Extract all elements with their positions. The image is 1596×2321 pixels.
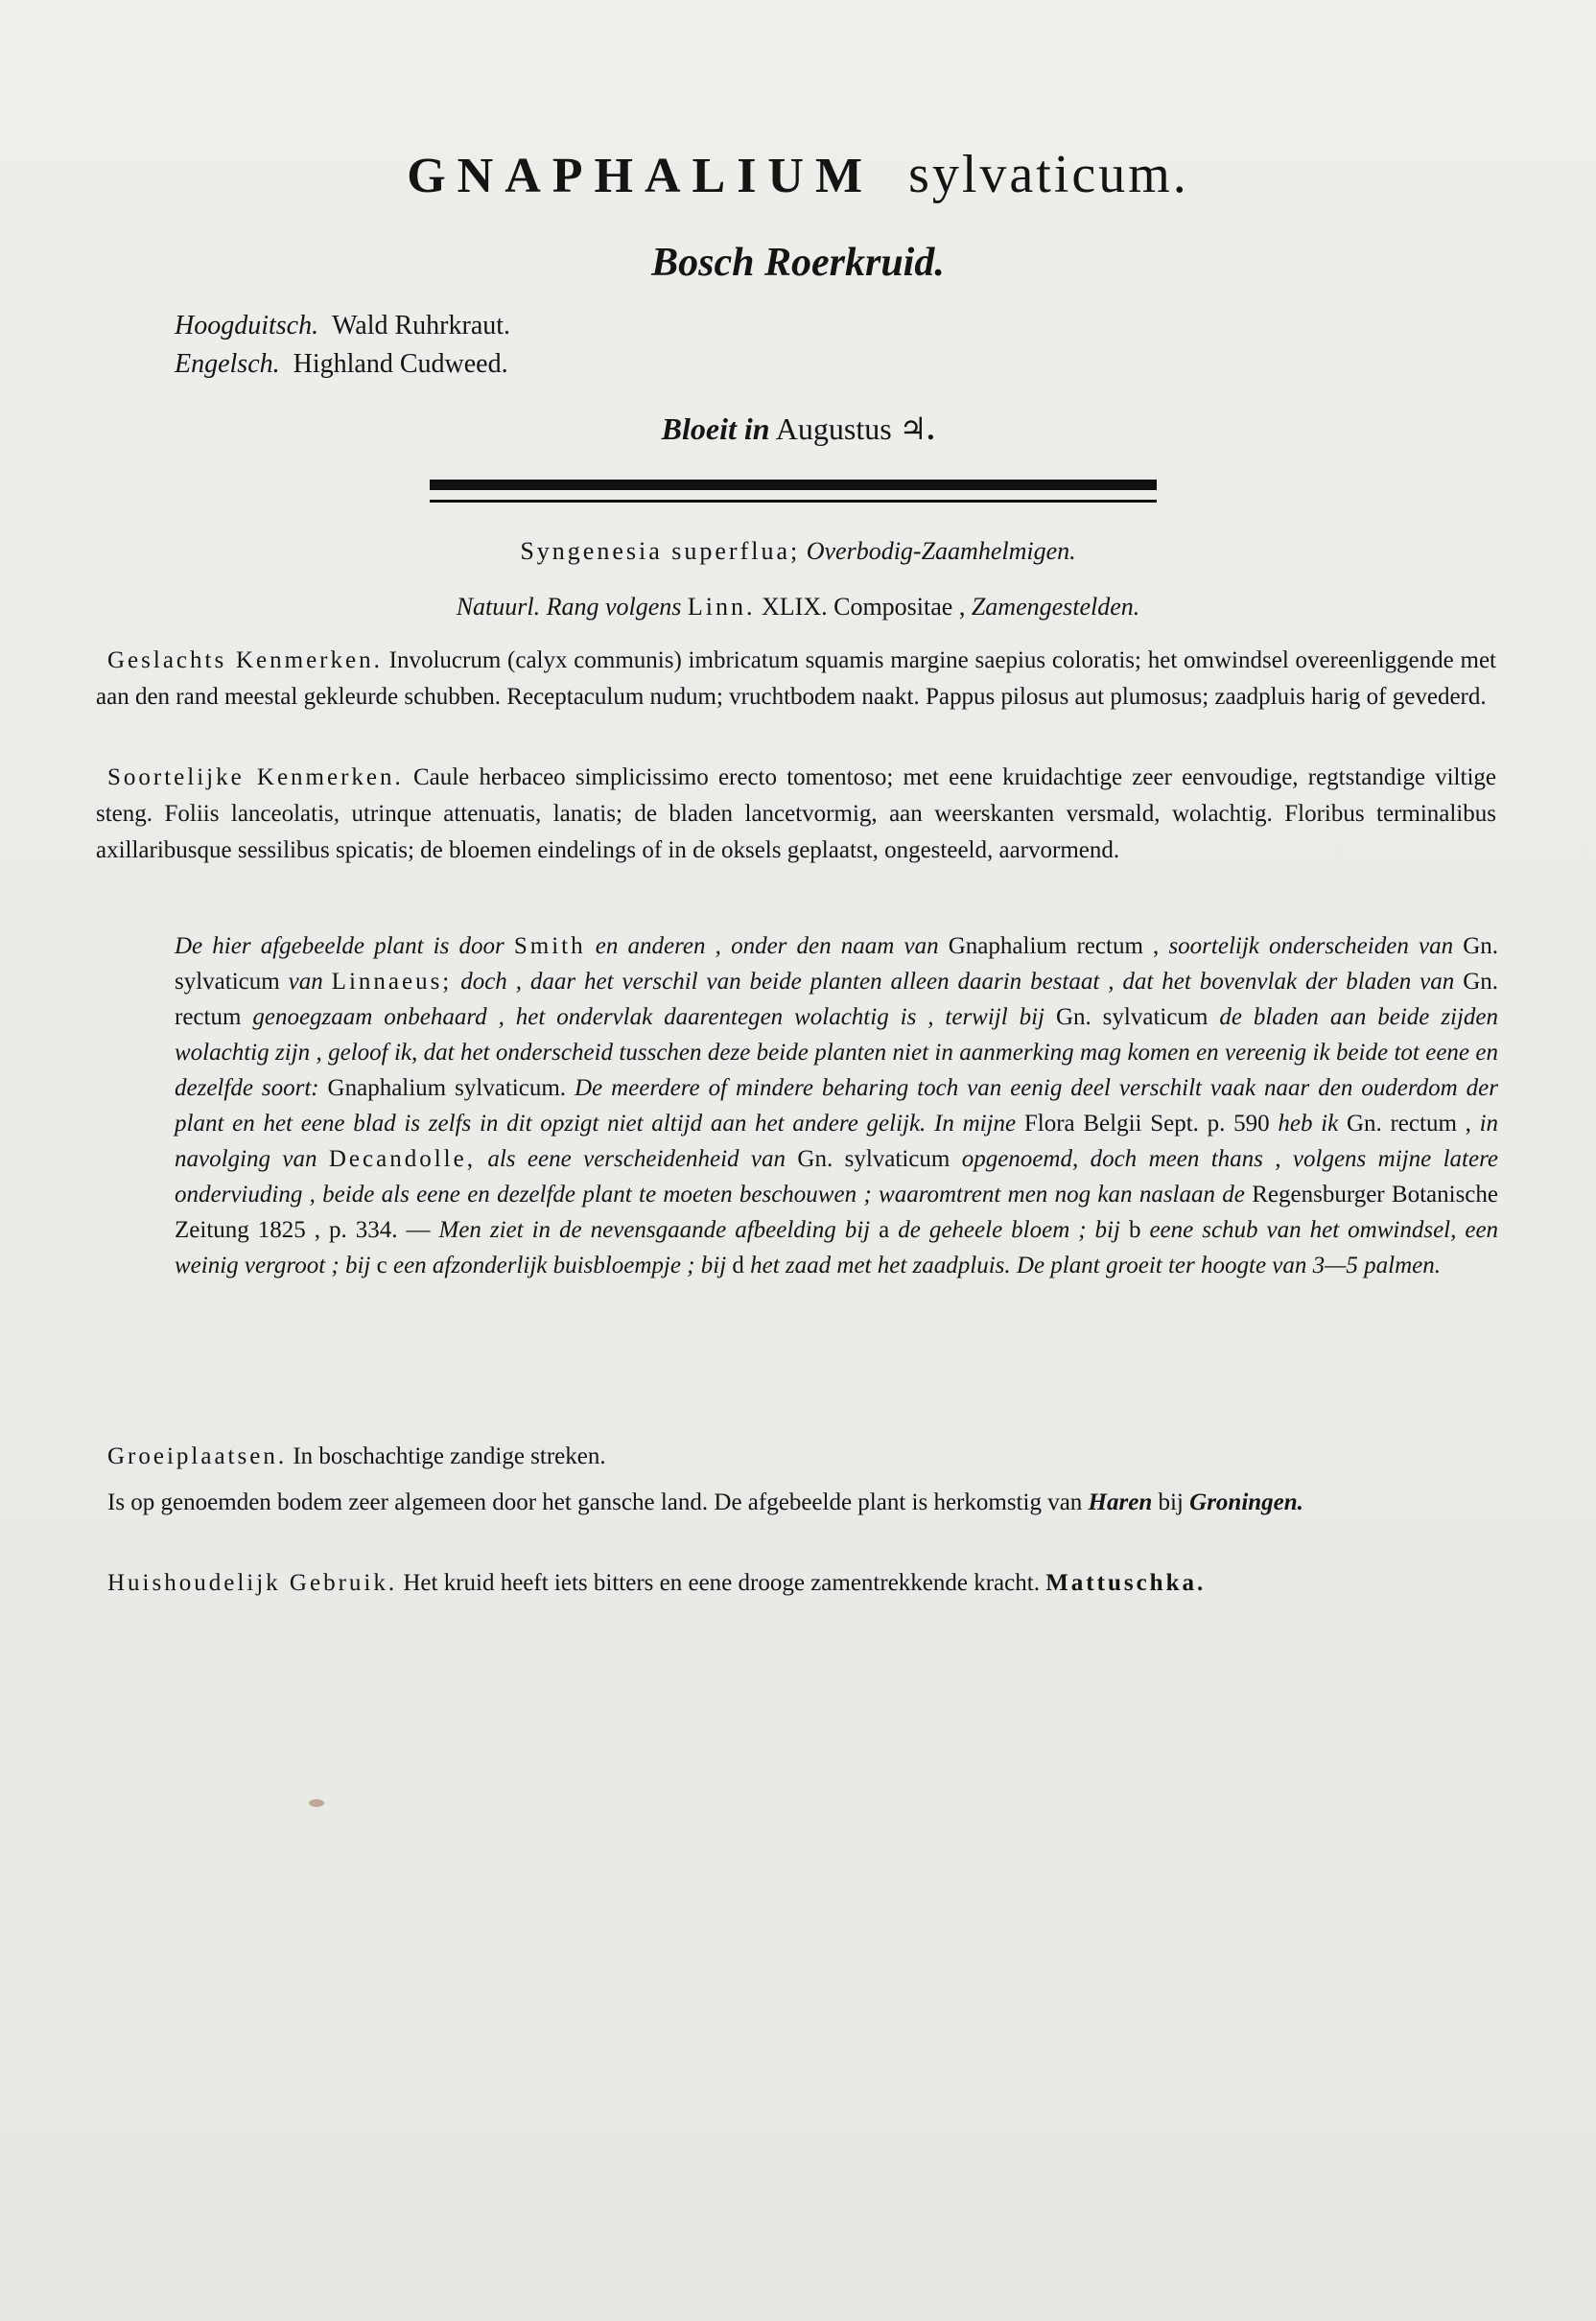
reference-title: Flora Belgii Sept. p. 590 <box>1023 1111 1270 1137</box>
synonym-name: Wald Ruhrkraut. <box>332 311 511 340</box>
flowering-line <box>0 410 1596 447</box>
taxonomic-note <box>175 928 1498 1283</box>
linnaean-class: Syngenesia superflua; <box>520 537 801 565</box>
note-text: de geheele bloem ; bij <box>898 1217 1120 1243</box>
species-characters <box>96 760 1496 869</box>
synonym-lang: Engelsch. <box>175 349 280 379</box>
habitat-text: In boschachtige zandige streken. <box>293 1443 606 1469</box>
author-name: Linnaeus; <box>331 969 453 995</box>
economic-use <box>96 1565 1496 1602</box>
note-text: doch , daar het verschil van beide planten alleen daarin bestaat , dat het bovenvlak der bladen van <box>460 969 1455 995</box>
taxon-name: Gn. rectum , <box>1346 1111 1471 1137</box>
order-number: XLIX. <box>762 593 828 621</box>
note-text: Men ziet in de nevensgaande afbeelding bij <box>438 1217 871 1243</box>
author-name: Smith <box>513 933 586 959</box>
synonym-list <box>175 307 510 384</box>
perennial-symbol: ♃. <box>899 411 935 446</box>
genus-characters <box>96 643 1496 715</box>
economic-use-text: Het kruid heeft iets bitters en eene drooge zamentrekkende kracht. <box>403 1570 1040 1596</box>
locality-connector: bij <box>1158 1489 1184 1515</box>
synonym-name: Highland Cudweed. <box>293 349 508 379</box>
dutch-name: Bosch Roerkruid. <box>651 241 945 285</box>
page-title <box>0 144 1596 205</box>
taxon-name: Gn. sylvaticum <box>175 933 1499 995</box>
synonym-german <box>175 307 510 345</box>
note-text: als eene verscheidenheid van <box>487 1146 786 1172</box>
taxon-name: Gnaphalium rectum , <box>948 933 1160 959</box>
divider-thin <box>430 500 1157 503</box>
family-name-dutch: Zamengestelden. <box>971 593 1140 621</box>
note-text: een afzonderlijk buisbloempje ; bij <box>392 1253 727 1278</box>
linnaeus-abbrev: Linn. <box>687 593 756 621</box>
note-text: soortelijk onderscheiden van <box>1168 933 1454 959</box>
reference-author: Mattuschka. <box>1045 1570 1207 1596</box>
note-text: het zaad met het zaadpluis. De plant groeit ter hoogte van 3—5 palmen. <box>750 1253 1441 1278</box>
taxon-name: Gn. rectum <box>175 969 1499 1030</box>
economic-use-heading: Huishoudelijk Gebruik. <box>107 1570 398 1596</box>
genus-name: GNAPHALIUM <box>407 149 875 203</box>
figure-letter: d <box>732 1253 744 1278</box>
synonym-english <box>175 345 510 384</box>
note-text: in navolging van <box>175 1111 1499 1172</box>
genus-characters-text: Involucrum (calyx communis) imbricatum squamis margine saepius coloratis; het omwindsel overeenliggende met aan den rand meestal gekleurde schubben. Receptaculum nudum; vruchtbodem naakt. Pappus pilosus aut plumosus; zaadpluis harig of gevederd. <box>96 647 1497 710</box>
species-characters-heading: Soortelijke Kenmerken. <box>107 764 404 790</box>
flowering-month: Augustus <box>775 411 892 446</box>
linnaean-class-dutch: Overbodig-Zaamhelmigen. <box>806 537 1076 565</box>
taxon-name: Gn. sylvaticum <box>797 1146 951 1172</box>
note-text: heb ik <box>1278 1111 1339 1137</box>
habitat-heading: Groeiplaatsen. <box>107 1443 288 1469</box>
locality-name: Haren <box>1088 1489 1153 1515</box>
figure-letter: c <box>376 1253 387 1278</box>
classification-line-1 <box>0 537 1596 566</box>
family-name: Compositae , <box>833 593 966 621</box>
natural-order-label: Natuurl. Rang volgens <box>456 593 682 621</box>
genus-characters-heading: Geslachts Kenmerken. <box>107 647 383 673</box>
author-name: Decandolle, <box>328 1146 476 1172</box>
figure-letter: a <box>879 1217 890 1243</box>
synonym-lang: Hoogduitsch. <box>175 311 319 340</box>
note-text: van <box>288 969 323 995</box>
note-text: genoegzaam onbehaard , het ondervlak daarentegen wolachtig is , terwijl bij <box>252 1004 1045 1030</box>
locality-name: Groningen. <box>1189 1489 1303 1515</box>
species-name: sylvaticum. <box>908 145 1189 204</box>
species-characters-text: Caule herbaceo simplicissimo erecto tomentoso; met eene kruidachtige zeer eenvoudige, regtstandige viltige steng. Foliis lanceolatis, utrinque attenuatis, lanatis; de bladen lancetvormig, aan weerskanten versmald, wolachtig. Floribus terminalibus axillaribusque sessilibus spicatis; de bloemen eindelings of in de oksels geplaatst, ongesteeld, aarvormend. <box>96 764 1496 863</box>
habitat-section <box>96 1439 1496 1475</box>
reference-title: Regensburger Botanische Zeitung 1825 , p. 334. — <box>175 1182 1499 1243</box>
divider-thick <box>430 480 1157 490</box>
figure-letter: b <box>1128 1217 1141 1243</box>
note-text: en anderen , onder den naam van <box>595 933 939 959</box>
classification-line-2 <box>0 593 1596 621</box>
note-text: De hier afgebeelde plant is door <box>175 933 505 959</box>
paper-stain <box>309 1799 324 1807</box>
note-text: eene schub van het omwindsel, een weinig vergroot ; bij <box>175 1217 1499 1278</box>
taxon-name: Gnaphalium sylvaticum. <box>327 1075 567 1101</box>
note-text: de bladen aan beide zijden wolachtig zijn , geloof ik, dat het onderscheid tusschen deze beide planten niet in aanmerking mag komen en vereenig ik beide tot eene en dezelfde soort: <box>175 1004 1499 1101</box>
flowering-prefix: Bloeit in <box>661 411 770 446</box>
note-text: De meerdere of mindere beharing toch van eenig deel verschilt vaak naar den ouderdom der plant en het eene blad is zelfs in dit opzigt niet altijd aan het andere gelijk. In mijne <box>175 1075 1499 1137</box>
note-text: opgenoemd, doch meen thans , volgens mijne latere onderviuding , beide als eene en dezelfde plant te moeten beschouwen ; waaromtrent men nog kan naslaan de <box>175 1146 1498 1207</box>
habitat-detail-text: Is op genoemden bodem zeer algemeen door het gansche land. De afgebeelde plant is herkomstig van <box>107 1489 1083 1515</box>
taxon-name: Gn. sylvaticum <box>1055 1004 1209 1030</box>
habitat-detail <box>96 1485 1496 1521</box>
